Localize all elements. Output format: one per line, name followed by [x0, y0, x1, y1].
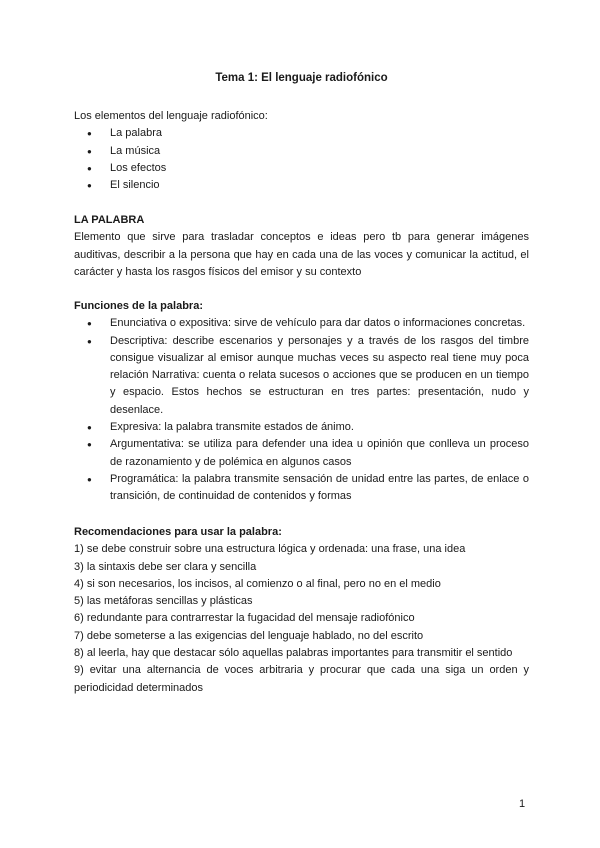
- funciones-list: [74, 315, 529, 505]
- elements-list: [74, 125, 529, 194]
- palabra-section: [74, 212, 529, 281]
- list-item: ● Enunciativa o expositiva: sirve de vehículo para dar datos o informaciones concretas.: [74, 315, 529, 332]
- list-item: ● Programática: la palabra transmite sensación de unidad entre las partes, de enlace o transición, de continuidad de contenidos y formas: [74, 471, 529, 506]
- recomendacion-item: 1) se debe construir sobre una estructura lógica y ordenada: una frase, una idea: [74, 543, 466, 556]
- recomendacion-item: 6) redundante para contrarrestar la fugacidad del mensaje radiofónico: [74, 612, 415, 625]
- page-number: 1: [519, 798, 526, 810]
- list-item: ● Argumentativa: se utiliza para defender una idea u opinión que conlleva un proceso de razonamiento y de polémica en algunos casos: [74, 436, 529, 471]
- intro-section: [74, 108, 529, 194]
- list-item: ● Descriptiva: describe escenarios y personajes y a través de los rasgos del timbre consigue visualizar al emisor aunque muchas veces su aspecto real tiene muy poca relación Narrativa: cuenta o relata sucesos o acciones que se producen en un tiempo y espacio. Estos hechos se estructuran en tres partes: presentación, nudo y desenlace.: [74, 333, 529, 419]
- recomendacion-item: 8) al leerla, hay que destacar sólo aquellas palabras importantes para transmitir el sentido: [74, 647, 513, 660]
- list-item: ● El silencio: [74, 177, 529, 194]
- intro-text: Los elementos del lenguaje radiofónico:: [74, 110, 268, 122]
- list-item: ● La palabra: [74, 125, 529, 142]
- document-title: Tema 1: El lenguaje radiofónico: [215, 72, 388, 84]
- funciones-section: [74, 298, 529, 506]
- palabra-paragraph: Elemento que sirve para trasladar conceptos e ideas pero tb para generar imágenes auditivas, describir a la persona que hay en cada una de las voces y comunicar la actitud, el carácter y hasta los rasgos físicos del emisor y su contexto: [74, 231, 529, 278]
- list-item: ● Expresiva: la palabra transmite estados de ánimo.: [74, 419, 529, 436]
- funciones-heading: Funciones de la palabra:: [74, 300, 203, 312]
- recomendacion-item: 5) las metáforas sencillas y plásticas: [74, 595, 253, 608]
- recomendaciones-section: [74, 524, 529, 697]
- list-item: ● Los efectos: [74, 160, 529, 177]
- recomendacion-item: 9) evitar una alternancia de voces arbitraria y procurar que cada una siga un orden y periodicidad determinados: [74, 664, 529, 694]
- list-item: ● La música: [74, 143, 529, 160]
- recomendaciones-heading: Recomendaciones para usar la palabra:: [74, 526, 282, 538]
- recomendacion-item: 7) debe someterse a las exigencias del lenguaje hablado, no del escrito: [74, 629, 424, 642]
- recomendacion-item: 3) la sintaxis debe ser clara y sencilla: [74, 560, 257, 573]
- palabra-heading: LA PALABRA: [74, 214, 145, 226]
- recomendacion-item: 4) si son necesarios, los incisos, al comienzo o al final, pero no en el medio: [74, 577, 441, 590]
